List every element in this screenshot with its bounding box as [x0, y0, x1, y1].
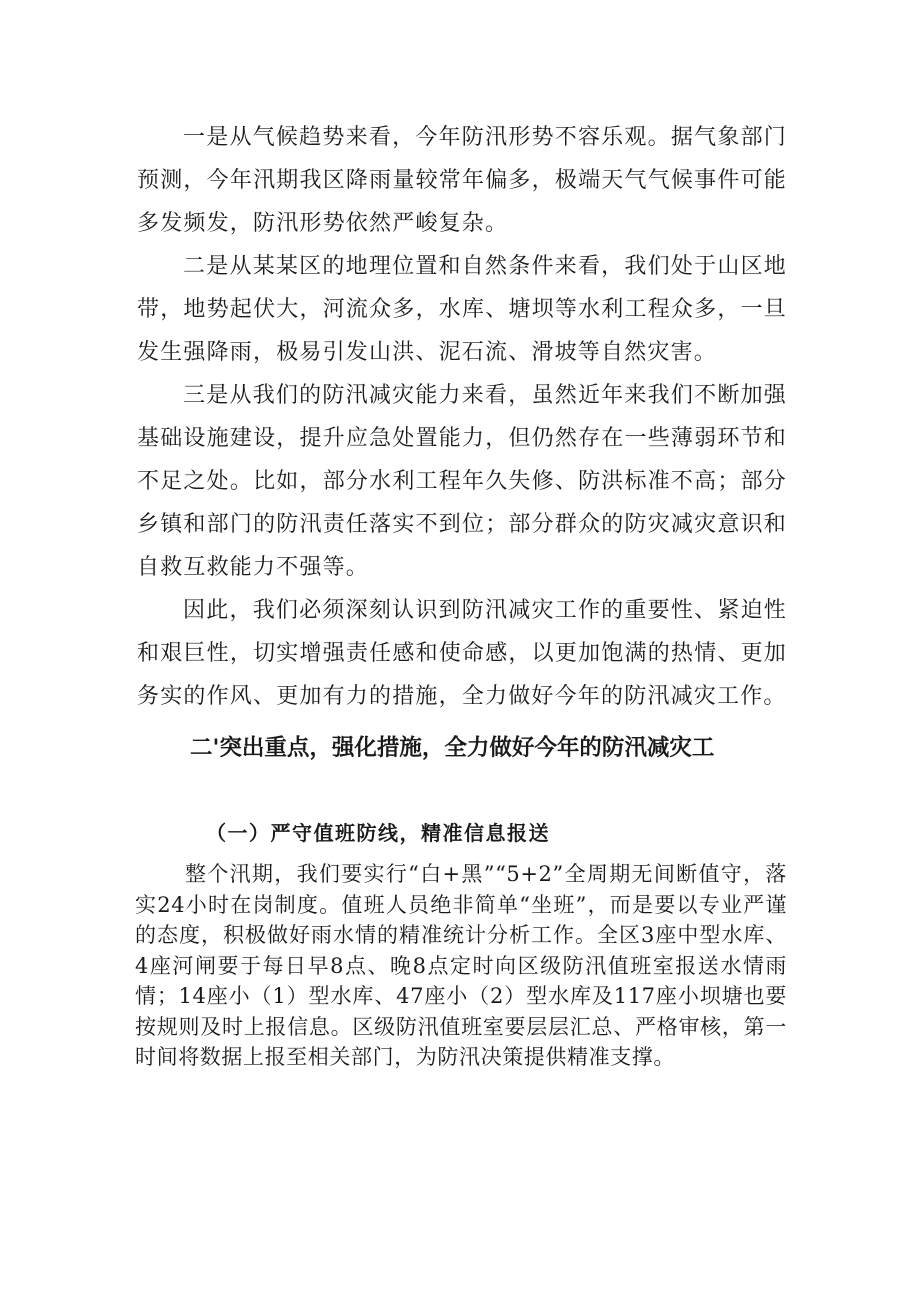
subsection-heading: （一）严守值班防线，精准信息报送	[206, 821, 550, 845]
paragraph-geography: 二是从某某区的地理位置和自然条件来看，我们处于山区地带，地势起伏大，河流众多，水库、塘坝等水利工程众多，一旦发生强降雨，极易引发山洪、泥石流、滑坡等自然灾害。	[137, 254, 787, 365]
paragraph-capability: 三是从我们的防汛减灾能力来看，虽然近年来我们不断加强基础设施建设，提升应急处置能力，但仍然存在一些薄弱环节和不足之处。比如，部分水利工程年久失修、防洪标准不高；部分乡镇和部门的防汛责任落实不到位；部分群众的防灾减灾意识和自救互救能力不强等。	[137, 383, 787, 580]
paragraph-conclusion: 因此，我们必须深刻认识到防汛减灾工作的重要性、紧迫性和艰巨性，切实增强责任感和使命感，以更加饱满的热情、更加务实的作风、更加有力的措施，全力做好今年的防汛减灾工作。	[137, 598, 787, 709]
subsection-body: 整个汛期，我们要实行“白+黑”“5+2”全周期无间断值守，落实24小时在岗制度。值班人员绝非简单“坐班”，而是要以专业严谨的态度，积极做好雨水情的精准统计分析工作。全区3座中型水库、4座河闸要于每日早8点、晚8点定时向区级防汛值班室报送水情雨情；14座小（1）型水库、47座小（2）型水库及117座小坝塘也要按规则及时上报信息。区级防汛值班室要层层汇总、严格审核，第一时间将数据上报至相关部门，为防汛决策提供精准支撑。	[135, 862, 787, 1069]
section-heading: 二'突出重点，强化措施，全力做好今年的防汛减灾工	[190, 735, 715, 761]
paragraph-climate-trend: 一是从气候趋势来看，今年防汛形势不容乐观。据气象部门预测，今年汛期我区降雨量较常年偏多，极端天气气候事件可能多发频发，防汛形势依然严峻复杂。	[137, 125, 787, 236]
